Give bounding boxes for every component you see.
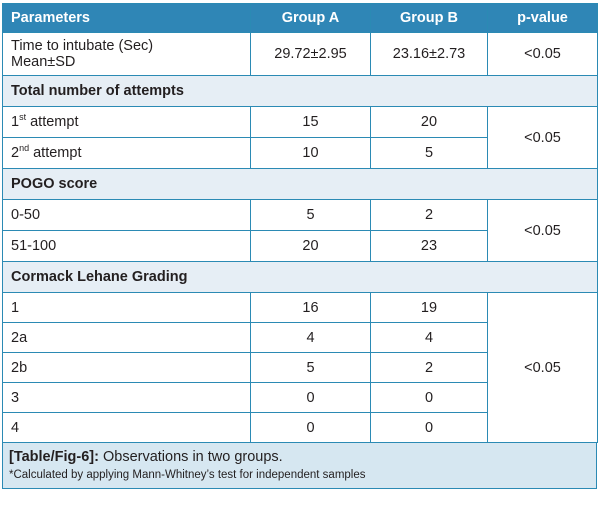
observations-table [2,3,598,443]
pogo-row-2-group-a: 20 [251,231,371,262]
time-label [3,33,251,76]
table-row-attempt-1 [3,107,598,138]
time-group-a: 29.72±2.95 [251,33,371,76]
caption-footnote: *Calculated by applying Mann-Whitney’s test for independent samples [9,469,366,481]
attempt-2-suffix: nd [19,143,30,154]
grade-2a-group-b: 4 [371,323,488,353]
table-row-pogo-0-50 [3,200,598,231]
attempt-1-rest: attempt [26,114,79,130]
observations-table-figure [2,3,597,489]
attempt-2-ordinal: 2 [11,145,20,161]
section-title-attempts: Total number of attempts [3,76,598,107]
attempts-p-value: <0.05 [488,107,598,169]
pogo-row-2-label: 51-100 [3,231,251,262]
header-group-a: Group A [251,4,371,33]
grade-1-label: 1 [3,293,251,323]
section-row-attempts [3,76,598,107]
caption-ref: [Table/Fig-6]: [9,449,99,465]
table-caption [2,443,597,489]
grade-3-label: 3 [3,383,251,413]
section-row-pogo [3,169,598,200]
section-title-pogo: POGO score [3,169,598,200]
table-header-row [3,4,598,33]
time-label-line2: Mean±SD [11,54,76,70]
grade-3-group-b: 0 [371,383,488,413]
grade-1-group-a: 16 [251,293,371,323]
pogo-row-1-group-b: 2 [371,200,488,231]
grade-2a-label: 2a [3,323,251,353]
grade-4-group-a: 0 [251,413,371,443]
table-row-time-to-intubate [3,33,598,76]
grade-1-group-b: 19 [371,293,488,323]
pogo-row-1-label: 0-50 [3,200,251,231]
time-label-line1: Time to intubate (Sec) [11,38,154,54]
grade-2b-group-b: 2 [371,353,488,383]
grade-2b-group-a: 5 [251,353,371,383]
header-parameters: Parameters [3,4,251,33]
attempt-2-group-a: 10 [251,138,371,169]
attempt-1-label [3,107,251,138]
grade-2a-group-a: 4 [251,323,371,353]
attempt-2-group-b: 5 [371,138,488,169]
header-p-value: p-value [488,4,598,33]
pogo-row-1-group-a: 5 [251,200,371,231]
grade-2b-label: 2b [3,353,251,383]
table-row-grade-1 [3,293,598,323]
pogo-row-2-group-b: 23 [371,231,488,262]
time-group-b: 23.16±2.73 [371,33,488,76]
attempt-1-suffix: st [19,112,27,123]
section-title-cormack: Cormack Lehane Grading [3,262,598,293]
caption-text: Observations in two groups. [98,449,283,465]
pogo-p-value: <0.05 [488,200,598,262]
section-row-cormack [3,262,598,293]
grade-4-label: 4 [3,413,251,443]
attempt-1-group-a: 15 [251,107,371,138]
attempt-2-label [3,138,251,169]
header-group-b: Group B [371,4,488,33]
attempt-2-rest: attempt [29,145,82,161]
grade-3-group-a: 0 [251,383,371,413]
attempt-1-group-b: 20 [371,107,488,138]
grade-4-group-b: 0 [371,413,488,443]
caption-line [9,447,590,467]
cormack-p-value: <0.05 [488,293,598,443]
attempt-1-ordinal: 1 [11,114,20,130]
time-p-value: <0.05 [488,33,598,76]
